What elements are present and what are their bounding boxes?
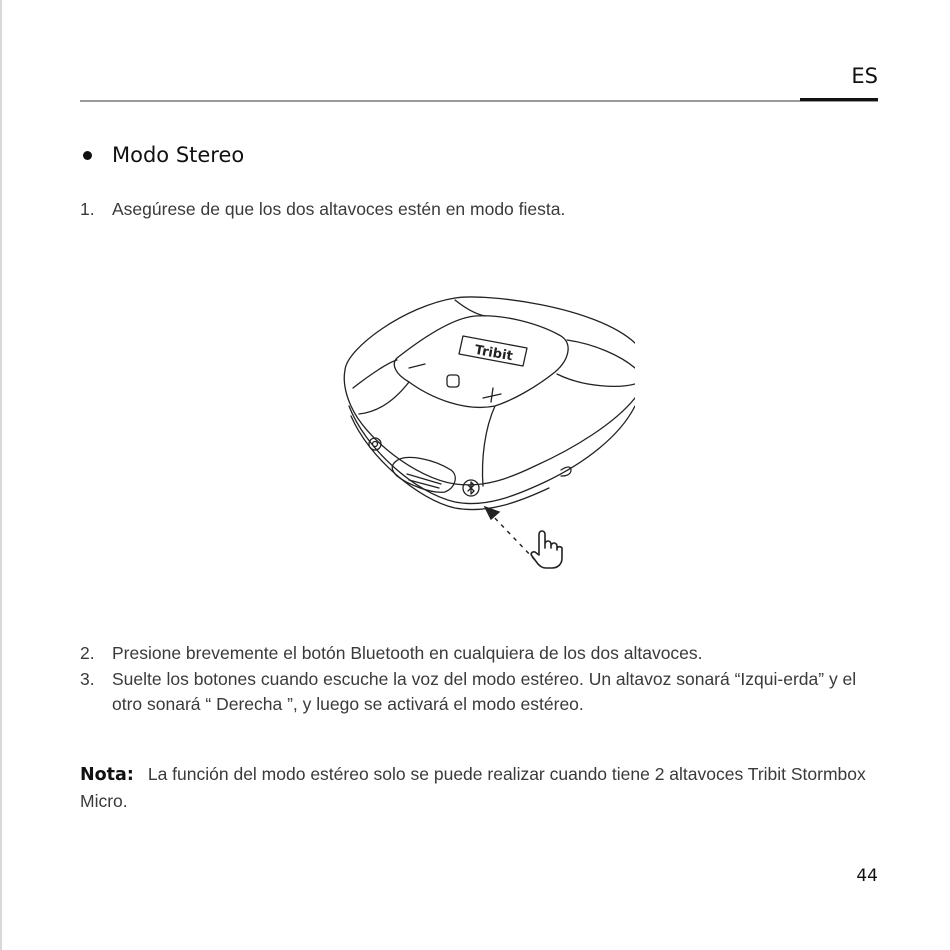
hand-pointer-icon [531,531,562,568]
step-text: Asegúrese de que los dos altavoces estén en modo fiesta. [112,199,566,219]
step-number: 3. [80,669,95,689]
language-label: ES [851,64,878,88]
step-text: Suelte los botones cuando escuche la voz del modo estéreo. Un altavoz sonará “Izqui-erda” y el otro sonará “ Derecha ”, y luego se activará el modo estéreo. [112,669,857,714]
step-1 [80,197,882,222]
brand-logo: Tribit [473,342,514,365]
header-rule [80,100,878,102]
page-edge [0,0,2,950]
step-number: 2. [80,643,95,663]
bullet-icon [83,151,92,160]
step-2 [80,641,882,666]
speaker-illustration [335,288,635,588]
page-number: 44 [856,866,878,886]
header-rule-accent [800,98,878,101]
section-heading [80,143,244,167]
note-text: La función del modo estéreo solo se puede realizar cuando tiene 2 altavoces Tribit Stormbox Micro. [80,764,866,811]
note-paragraph [80,761,870,814]
bluetooth-icon [468,482,474,494]
step-text: Presione brevemente el botón Bluetooth en cualquiera de los dos altavoces. [112,643,703,663]
step-3 [80,667,882,717]
note-label: Nota: [80,765,134,785]
step-number: 1. [80,199,95,219]
section-title: Modo Stereo [112,143,245,167]
speaker-icon [344,297,635,485]
